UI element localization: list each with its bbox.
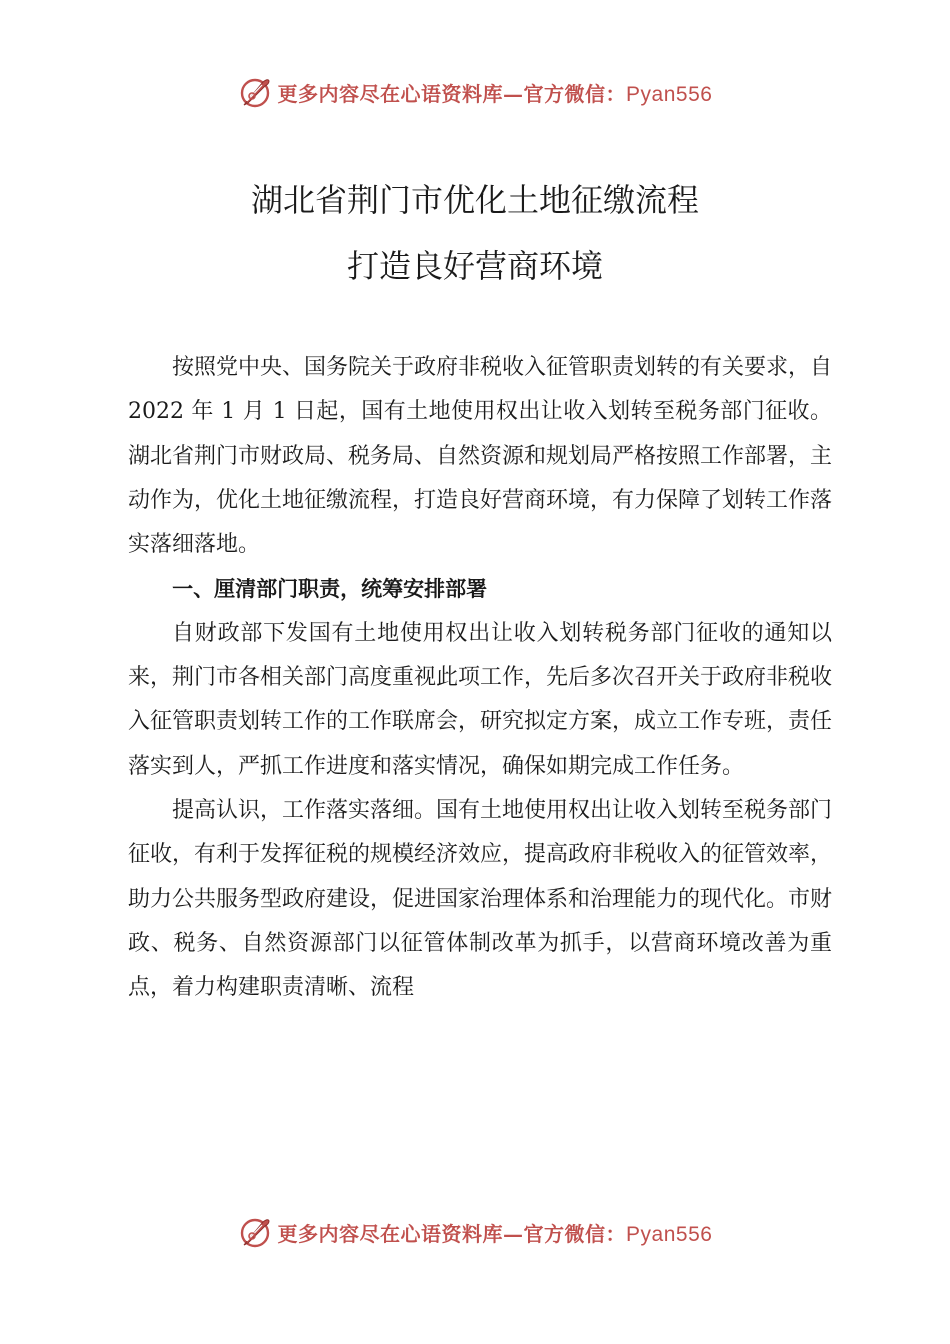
document-title-line1: 湖北省荆门市优化土地征缴流程 — [250, 181, 699, 219]
watermark-slogan: 更多内容尽在心语资料库—官方微信： — [277, 81, 627, 106]
document-title-line2: 打造良好营商环境 — [346, 247, 603, 285]
watermark-wechat-id: Pyan556 — [626, 1222, 713, 1246]
watermark-wechat-id: Pyan556 — [626, 82, 713, 106]
paragraph-intro: 按照党中央、国务院关于政府非税收入征管职责划转的有关要求，自 2022 年 1 月 1 日起，国有土地使用权出让收入划转至税务部门征收。湖北省荆门市财政局、税务局、自然资源和规划局严格按照工作部署，主动作为，优化土地征缴流程，打造良好营商环境，有力保障了划转工作落实落细落地。 — [128, 355, 833, 558]
footer-watermark — [0, 1212, 950, 1252]
quill-pen-logo-icon — [238, 1215, 272, 1249]
document-body — [128, 346, 832, 1010]
watermark-slogan: 更多内容尽在心语资料库—官方微信： — [277, 1221, 627, 1246]
section-heading-1: 一、厘清部门职责，统筹安排部署 — [172, 577, 488, 602]
watermark-text — [278, 1218, 713, 1247]
paragraph-2: 自财政部下发国有土地使用权出让收入划转税务部门征收的通知以来，荆门市各相关部门高度重视此项工作，先后多次召开关于政府非税收入征管职责划转工作的工作联席会，研究拟定方案，成立工作专班，责任落实到人，严抓工作进度和落实情况，确保如期完成工作任务。 — [128, 620, 833, 779]
watermark-text — [278, 78, 713, 107]
paragraph-3: 提高认识，工作落实落细。国有土地使用权出让收入划转至税务部门征收，有利于发挥征税的规模经济效应，提高政府非税收入的征管效率，助力公共服务型政府建设，促进国家治理体系和治理能力的现代化。市财政、税务、自然资源部门以征管体制改革为抓手，以营商环境改善为重点，着力构建职责清晰、流程 — [128, 797, 833, 1001]
header-watermark — [0, 72, 950, 112]
quill-pen-logo-icon — [238, 75, 272, 109]
